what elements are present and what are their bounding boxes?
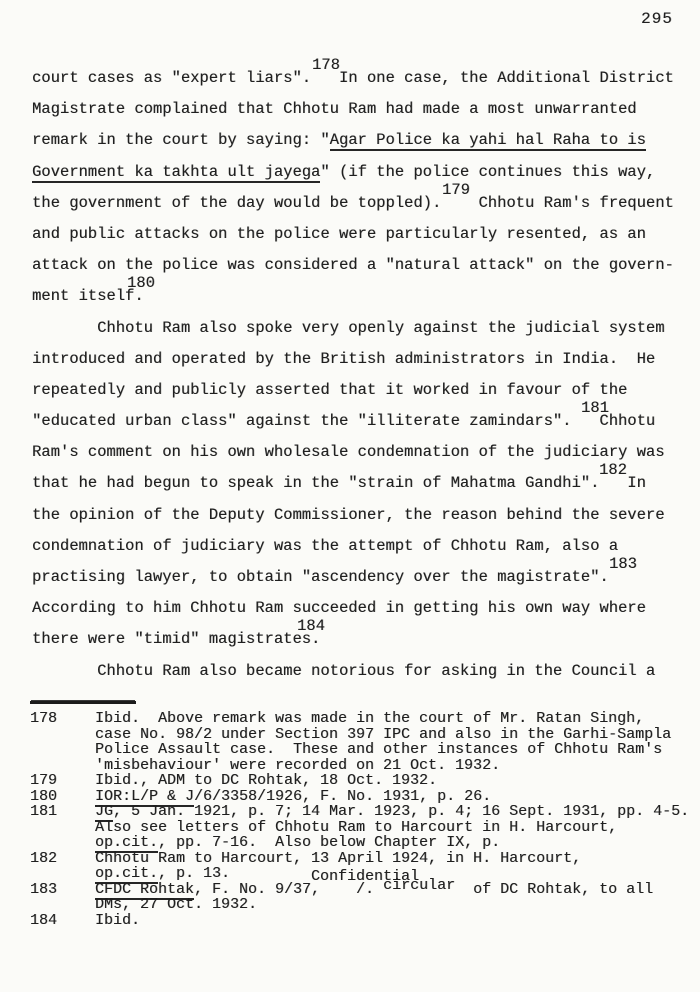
text-segment: introduced and operated by the British administrators in India. He — [32, 349, 656, 368]
text-segment: Confidential — [311, 868, 420, 885]
footnote-reference-number: 183 — [609, 555, 637, 573]
footnote-text — [95, 789, 698, 805]
footnote-line — [95, 820, 698, 836]
footnote-text — [95, 711, 698, 773]
text-segment: Ibid. Above remark was made in the court of Mr. Ratan Singh, — [95, 710, 645, 727]
footnote-number: 184 — [30, 911, 58, 929]
text-segment: Also see letters of Chhotu Ram to Harcourt in H. Harcourt, — [95, 818, 618, 836]
text-segment: /6/3358/1926, F. No. 1931, p. 26. — [194, 787, 492, 805]
text-segment: the opinion of the Deputy Commissioner, the reason behind the severe — [32, 505, 665, 524]
text-line — [32, 500, 692, 531]
text-segment: that he had begun to speak in the "strain of Mahatma Gandhi". In — [32, 474, 646, 493]
text-segment: ment itself. — [32, 287, 144, 306]
text-line — [32, 531, 692, 562]
body-text — [32, 56, 692, 687]
text-line — [32, 180, 692, 219]
text-segment: Chhotu Ram also spoke very openly against the judicial system — [32, 318, 665, 337]
text-segment: condemnation of judiciary was the attempt of Chhotu Ram, also a — [32, 536, 618, 555]
footnote-reference-number: 180 — [127, 274, 155, 293]
footnote — [30, 789, 698, 805]
footnote — [30, 913, 698, 929]
text-segment: and public attacks on the police were particularly resented, as an — [32, 224, 646, 243]
text-line — [32, 56, 692, 94]
text-segment: there were "timid" magistrates. — [32, 630, 321, 649]
footnote-number: 183 — [30, 880, 58, 898]
text-line — [32, 344, 692, 375]
footnote-reference-number: 182 — [599, 461, 627, 480]
footnote-line — [95, 851, 698, 867]
text-segment: practising lawyer, to obtain "ascendency over the magistrate". — [32, 568, 609, 586]
text-line — [32, 94, 692, 125]
footnote-line — [95, 711, 698, 727]
text-segment: Ibid., ADM to DC Rohtak, 18 Oct. 1932. — [95, 772, 438, 789]
text-line — [32, 656, 692, 687]
footnote-number: 182 — [30, 849, 58, 867]
underlined-text: CFDC Rohtak — [95, 880, 195, 898]
footnote-line — [95, 804, 698, 820]
text-line — [32, 313, 692, 344]
footnote-reference-number: 178 — [312, 56, 340, 74]
footnote-reference-number: 181 — [581, 399, 609, 418]
text-segment: DMs, 27 Oct. 1932. — [95, 896, 258, 913]
underlined-text: op.cit. — [95, 865, 159, 882]
footnote — [30, 711, 698, 773]
text-segment: Magistrate complained that Chhotu Ram had made a most unwarranted — [32, 100, 637, 119]
footnote-number: 181 — [30, 803, 58, 820]
text-line — [32, 461, 692, 499]
footnote-line — [95, 835, 698, 851]
underlined-text: IOR:L/P & J — [95, 787, 195, 805]
text-line — [32, 274, 692, 312]
text-segment: , p. 13. — [158, 865, 312, 882]
footnote-line — [95, 727, 698, 743]
underlined-text: op.cit. — [95, 834, 159, 851]
footnote-reference-number: 179 — [442, 180, 470, 199]
text-segment: of DC Rohtak, to all — [455, 880, 654, 898]
text-segment: , F. No. 9/37, /. — [194, 880, 384, 898]
text-segment: Police Assault case. These and other instances of Chhotu Ram's — [95, 741, 663, 758]
footnote-line — [95, 773, 698, 789]
text-segment: Chhotu Ram to Harcourt, 13 April 1924, in H. Harcourt, — [95, 849, 582, 867]
footnote-number: 178 — [30, 710, 58, 727]
text-segment: circular — [383, 876, 456, 894]
text-segment: "educated urban class" against the "illiterate zamindars". Chhotu — [32, 412, 656, 431]
text-segment: case No. 98/2 under Section 397 IPC and also in the Garhi-Sampla — [95, 725, 672, 743]
text-segment: Ram's comment on his own wholesale condemnation of the judiciary was — [32, 443, 665, 462]
text-segment: , 5 Jan. 1921, p. 7; 14 Mar. 1923, p. 4; 16 Sept. 1931, pp. 4-5. — [113, 803, 690, 820]
footnote — [30, 804, 698, 851]
text-line — [32, 219, 692, 250]
footnote-number: 180 — [30, 787, 58, 805]
text-segment: repeatedly and publicly asserted that it worked in favour of the — [32, 380, 628, 399]
text-segment: According to him Chhotu Ram succeeded in getting his own way where — [32, 599, 646, 618]
text-segment: remark in the court by saying: " — [32, 131, 330, 150]
underlined-text: Government ka takhta ult jayega — [32, 162, 321, 181]
footnote-line — [95, 913, 698, 929]
footnote-divider-rule — [30, 701, 136, 704]
footnote-text — [95, 913, 698, 929]
page-number: 295 — [641, 10, 673, 28]
text-line — [32, 125, 692, 156]
text-segment: 'misbehaviour' were recorded on 21 Oct. 1932. — [95, 756, 501, 774]
text-segment: " (if the police continues this way, — [320, 162, 656, 181]
footnote-line — [95, 742, 698, 758]
text-line — [32, 555, 692, 593]
text-line — [32, 437, 692, 468]
footnote-text — [95, 773, 698, 789]
text-segment: Chhotu Ram also became notorious for asking in the Council a — [32, 661, 656, 680]
text-line — [32, 157, 692, 188]
footnote-number: 179 — [30, 772, 58, 789]
footnote-text — [95, 804, 698, 851]
text-line — [32, 399, 692, 437]
underlined-text: Agar Police ka yahi hal Raha to is — [329, 131, 646, 150]
footnote-reference-number: 184 — [297, 617, 325, 636]
text-line — [32, 617, 692, 655]
underlined-text: JG — [95, 803, 114, 820]
footnote — [30, 773, 698, 789]
text-segment: , pp. 7-16. Also below Chapter IX, p. — [158, 834, 501, 851]
footnote-line — [95, 897, 698, 913]
text-segment: attack on the police was considered a "natural attack" on the govern- — [32, 256, 674, 275]
text-line — [32, 593, 692, 624]
text-segment: the government of the day would be toppled). Chhotu Ram's frequent — [32, 193, 674, 212]
text-segment: court cases as "expert liars". In one case, the Additional District — [32, 69, 674, 87]
footnote-line — [95, 758, 698, 774]
footnote-line — [95, 789, 698, 805]
text-segment: Ibid. — [95, 911, 141, 929]
footnotes-section — [30, 711, 698, 928]
